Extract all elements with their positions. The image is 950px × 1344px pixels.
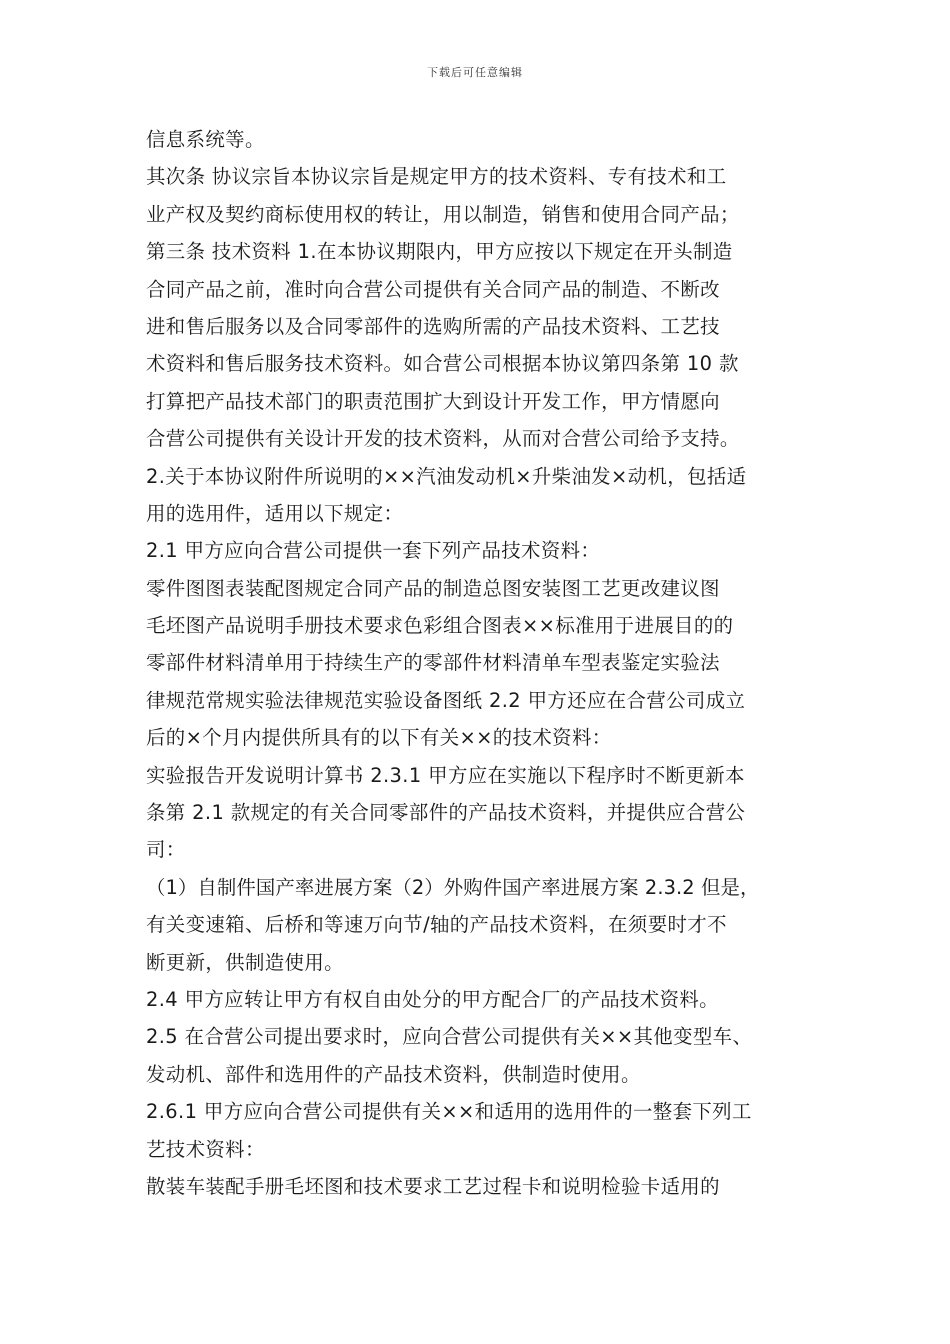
text-line: 术资料和售后服务技术资料。如合营公司根据本协议第四条第 10 款 [146,352,739,376]
text-line: 业产权及契约商标使用权的转让，用以制造，销售和使用合同产品； [146,202,740,226]
text-line: 进和售后服务以及合同零部件的选购所需的产品技术资料、工艺技 [146,314,720,338]
text-line: 有关变速箱、后桥和等速万向节/轴的产品技术资料，在须要时才不 [146,913,727,937]
text-line: 其次条 协议宗旨本协议宗旨是规定甲方的技术资料、专有技术和工 [146,165,727,189]
text-line: （1）自制件国产率进展方案（2）外购件国产率进展方案 2.3.2 但是， [146,875,760,899]
text-line: 合营公司提供有关设计开发的技术资料，从而对合营公司给予支持。 [146,427,740,451]
text-line: 散装车装配手册毛坯图和技术要求工艺过程卡和说明检验卡适用的 [146,1174,720,1198]
text-line: 断更新，供制造使用。 [146,950,344,974]
text-line: 用的选用件，适用以下规定： [146,501,404,525]
text-line: 发动机、部件和选用件的产品技术资料，供制造时使用。 [146,1062,641,1086]
text-line: 打算把产品技术部门的职责范围扩大到设计开发工作，甲方情愿向 [146,389,720,413]
text-line: 律规范常规实验法律规范实验设备图纸 2.2 甲方还应在合营公司成立 [146,688,746,712]
text-line: 2.1 甲方应向合营公司提供一套下列产品技术资料： [146,539,601,563]
text-line: 2.4 甲方应转让甲方有权自由处分的甲方配合厂的产品技术资料。 [146,987,719,1011]
text-line: 合同产品之前，准时向合营公司提供有关合同产品的制造、不断改 [146,277,720,301]
text-line: 零件图图表装配图规定合同产品的制造总图安装图工艺更改建议图 [146,576,720,600]
text-line: 司： [146,838,186,862]
text-line: 毛坯图产品说明手册技术要求色彩组合图表××标准用于进展目的的 [146,614,734,638]
text-line: 零部件材料清单用于持续生产的零部件材料清单车型表鉴定实验法 [146,651,720,675]
text-line: 艺技术资料： [146,1137,265,1161]
text-line: 条第 2.1 款规定的有关合同零部件的产品技术资料，并提供应合营公 [146,801,746,825]
text-line: 实验报告开发说明计算书 2.3.1 甲方应在实施以下程序时不断更新本 [146,763,745,787]
text-line: 后的×个月内提供所具有的以下有关××的技术资料： [146,726,612,750]
text-line: 2.6.1 甲方应向合营公司提供有关××和适用的选用件的一整套下列工 [146,1100,752,1124]
text-line: 2.5 在合营公司提出要求时，应向合营公司提供有关××其他变型车、 [146,1025,753,1049]
page-header: 下载后可任意编辑 [427,66,523,79]
document-body [146,121,816,1205]
text-line: 第三条 技术资料 1.在本协议期限内，甲方应按以下规定在开头制造 [146,240,733,264]
text-line: 信息系统等。 [146,128,265,151]
text-line: 2.关于本协议附件所说明的××汽油发动机×升柴油发×动机，包括适 [146,464,747,488]
